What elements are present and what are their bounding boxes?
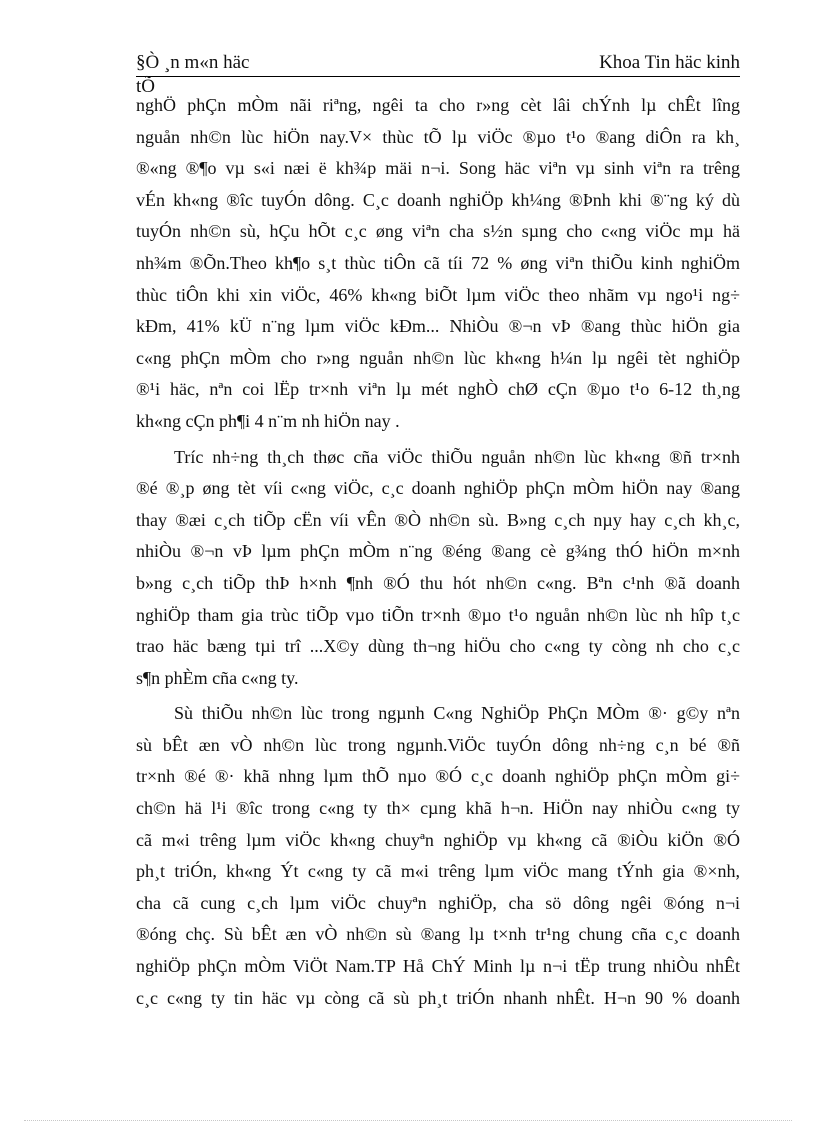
text-line: cha cã cung c¸ch lµm viÖc chuyªn nghiÖp, cha sö dông ngêi ®óng n¬i	[136, 892, 740, 913]
paragraph-1	[136, 90, 740, 438]
text-line: c¸c c«ng ty tin häc vµ còng cã sù ph¸t triÓn nhanh nhÊt. H¬n 90 % doanh	[136, 987, 740, 1008]
text-line: ®óng chç. Sù bÊt æn vÒ nh©n sù ®ang lµ t×nh tr¹ng chung cña c¸c doanh	[136, 924, 740, 945]
text-line: Tríc nh÷ng th¸ch thøc cña viÖc thiÕu nguån nh©n lùc kh«ng ®ñ tr×nh	[174, 446, 740, 467]
text-line: thùc tiÔn khi xin viÖc, 46% kh«ng biÕt lµm viÖc theo nhãm vµ ngo¹i ng÷	[136, 284, 740, 305]
text-line: c«ng phÇn mÒm cho r»ng nguån nh©n lùc kh«ng h¼n lµ ngêi tèt nghiÖp	[136, 347, 740, 368]
text-line: ®«ng ®¶o vµ s«i næi ë kh¾p mäi n¬i. Song häc viªn vµ sinh viªn ra trêng	[136, 158, 740, 179]
page-bottom-divider	[24, 1120, 792, 1121]
text-line: nhiÒu ®¬n vÞ lµm phÇn mÒm n¨ng ®éng ®ang cè g¾ng thÓ hiÖn m×nh	[136, 541, 740, 562]
page-header	[136, 50, 740, 77]
text-line: nguån nh©n lùc hiÖn nay.V× thùc tÕ lµ viÖc ®µo t¹o ®ang diÔn ra kh¸	[136, 126, 740, 147]
text-line: vÉn kh«ng ®îc tuyÓn dông. C¸c doanh nghiÖp kh¼ng ®Þnh khi ®¨ng ký dù	[136, 189, 740, 210]
text-line: nghiÖp phÇn mÒm ViÖt Nam.TP Hå ChÝ Minh lµ n¬i tËp trung nhiÒu nhÊt	[136, 956, 740, 977]
header-continuation-text: tÕ	[136, 76, 155, 97]
text-line: b»ng c¸ch tiÕp thÞ h×nh ¶nh ®Ó thu hót nh©n c«ng. Bªn c¹nh ®ã doanh	[136, 572, 740, 593]
text-line: ph¸t triÓn, kh«ng Ýt c«ng ty cã m«i trêng lµm viÖc mang tÝnh gia ®×nh,	[136, 861, 740, 882]
text-line: nghÖ phÇn mÒm nãi riªng, ngêi ta cho r»ng cèt lâi chÝnh lµ chÊt lîng	[136, 95, 740, 115]
text-line: tuyÓn nh©n sù, hÇu hÕt c¸c øng viªn cha s½n sµng cho c«ng viÖc mµ hä	[136, 221, 740, 242]
text-line: tr×nh ®é ®· khã nhng lµm thÕ nµo ®Ó c¸c doanh nghiÖp phÇn mÒm gi÷	[136, 766, 740, 787]
text-line: nh¾m ®Õn.Theo kh¶o s¸t thùc tiÔn cã tíi 72 % øng viªn thiÕu kinh nghiÖm	[136, 252, 740, 273]
text-line: cã m«i trêng lµm viÖc kh«ng chuyªn nghiÖp vµ kh«ng cã ®iÒu kiÖn ®Ó	[136, 829, 740, 850]
text-line: trao häc bæng tµi trî ...X©y dùng th¬ng hiÖu cho c«ng ty còng nh cho c¸c	[136, 636, 740, 657]
text-line: kh«ng cÇn ph¶i 4 n¨m nh hiÖn nay .	[136, 410, 400, 431]
text-line: kÐm, 41% kÜ n¨ng lµm viÖc kÐm... NhiÒu ®¬n vÞ ®ang thùc hiÖn gia	[136, 316, 740, 337]
paragraph-2	[136, 442, 740, 695]
text-line: thay ®æi c¸ch tiÕp cËn víi vÊn ®Ò nh©n sù. B»ng c¸ch nµy hay c¸ch kh¸c,	[136, 509, 740, 530]
header-right-text: Khoa Tin häc kinh	[599, 52, 740, 73]
text-line: s¶n phÈm cña c«ng ty.	[136, 667, 299, 688]
text-line: nghiÖp tham gia trùc tiÕp vµo tiÕn tr×nh ®µo t¹o nguån nh©n lùc nh hîp t¸c	[136, 604, 740, 625]
text-line: ch©n hä l¹i ®îc trong c«ng ty th× cµng khã h¬n. HiÖn nay nhiÒu c«ng ty	[136, 798, 740, 819]
text-line: sù bÊt æn vÒ nh©n lùc trong ngµnh.ViÖc tuyÓn dông nh÷ng c¸n bé ®ñ	[136, 734, 740, 755]
text-line: Sù thiÕu nh©n lùc trong ngµnh C«ng NghiÖp PhÇn MÒm ®· g©y nªn	[174, 703, 740, 724]
paragraph-3	[136, 698, 740, 1014]
header-left-text: §Ò ¸n m«n häc	[136, 52, 250, 73]
text-line: ®¹i häc, nªn coi lËp tr×nh viªn lµ mét nghÒ chØ cÇn ®µo t¹o 6-12 th¸ng	[136, 379, 740, 400]
text-line: ®é ®¸p øng tèt víi c«ng viÖc, c¸c doanh nghiÖp phÇn mÒm hiÖn nay ®ang	[136, 478, 740, 499]
body-text	[136, 90, 740, 1018]
